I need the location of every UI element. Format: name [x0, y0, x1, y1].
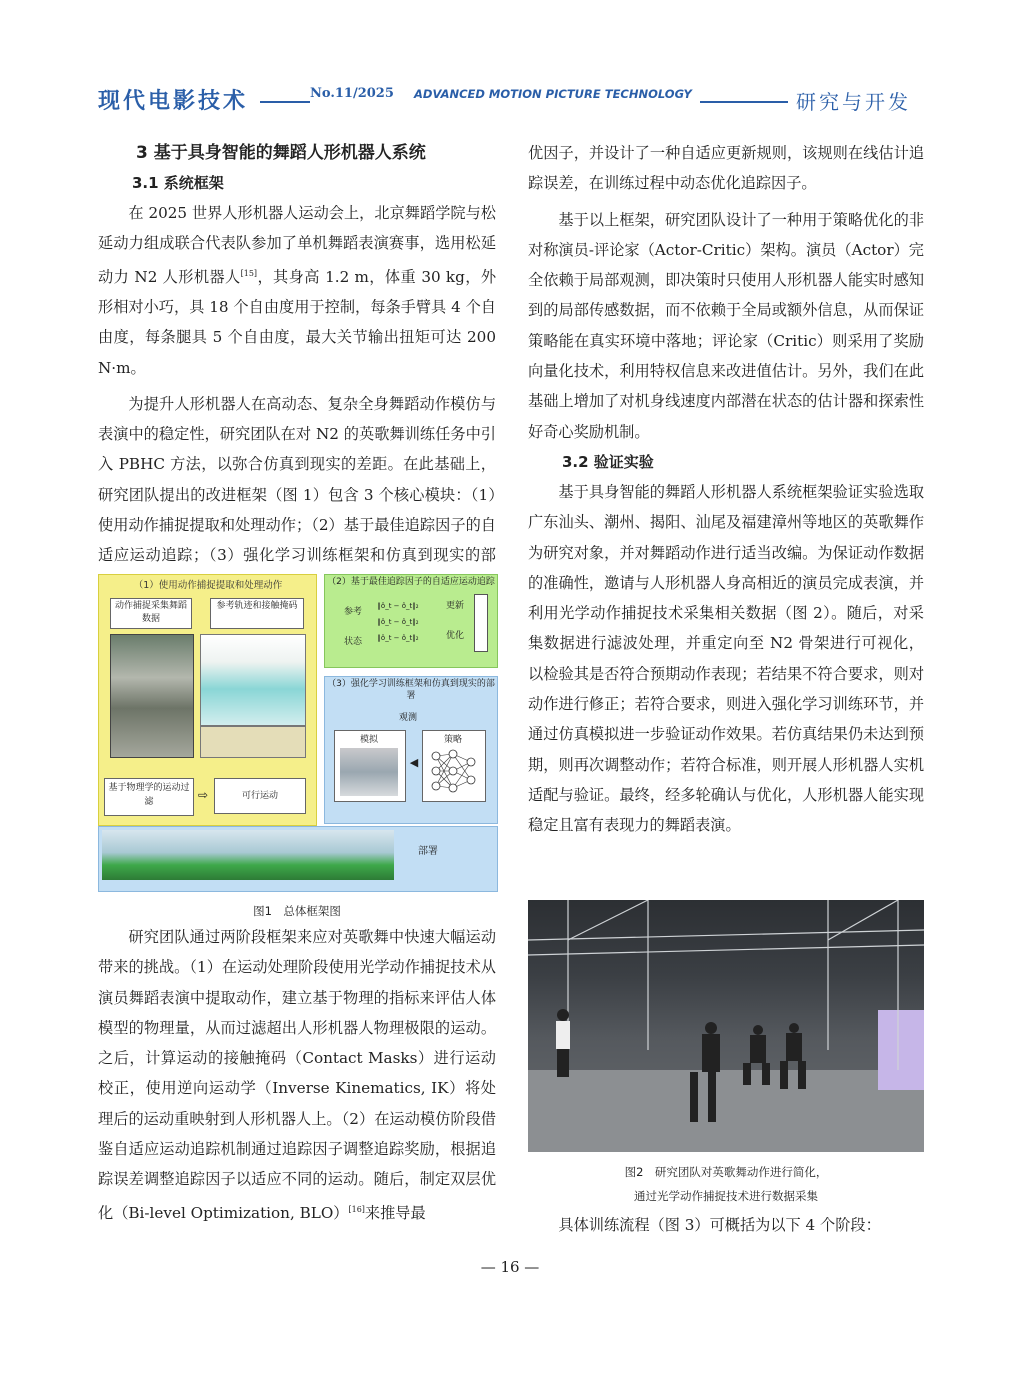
header-rule-left — [260, 101, 310, 103]
section-heading: 3 基于具身智能的舞蹈人形机器人系统 — [136, 143, 426, 163]
physics-filter-box: 基于物理学的运动过滤 — [104, 778, 194, 816]
deploy-label: 部署 — [418, 846, 438, 857]
formula-3: ‖ô_t − ô_t‖₂ — [377, 634, 419, 642]
issue-number: No.11/2025 — [310, 86, 394, 101]
ref-label: 参考 — [343, 607, 362, 617]
figure-2-photo — [528, 900, 924, 1152]
module-1-title: （1）使用动作捕捉提取和处理动作 — [133, 580, 283, 591]
paragraph: 在 2025 世界人形机器人运动会上，北京舞蹈学院与松延动力组成联合代表队参加了单机舞蹈表演赛事，选用松延动力 N2 人形机器人[15]，其身高 1.2 m，体重 30 kg，外形相对小巧，具 18 个自由度用于控制，每条手臂具 4 个自由度，每条腿具 5 个自由度，最大关节输出扭矩可达 200 N·m。 — [98, 204, 497, 377]
arrow-right-icon: ⇨ — [197, 788, 209, 802]
mocap-photo-grid — [110, 634, 194, 758]
right-column — [528, 138, 924, 841]
journal-title-en: ADVANCED MOTION PICTURE TECHNOLOGY — [414, 87, 692, 101]
arrow-left-icon: ◀ — [409, 756, 419, 769]
figure-2-caption-line-2: 通过光学动作捕捉技术进行数据采集 — [634, 1189, 818, 1203]
paragraph: 具体训练流程（图 3）可概括为以下 4 个阶段： — [558, 1216, 881, 1234]
page-number: — 16 — — [480, 1258, 540, 1276]
left-column-bottom — [98, 922, 496, 1228]
formula-2: ‖ô_t − ô_t‖₂ — [377, 618, 419, 626]
subsection-heading-3-2: 3.2 验证实验 — [562, 452, 654, 471]
formula-1: ‖ô_t − ô_t‖₂ — [377, 602, 419, 610]
policy-label: 策略 — [443, 735, 462, 745]
state-label: 状态 — [343, 637, 362, 647]
update-label: 更新 — [445, 601, 464, 611]
reference-box: 参考轨迹和接触掩码 — [210, 598, 304, 629]
module-3-title: （3）强化学习训练框架和仿真到现实的部署 — [327, 679, 495, 701]
deployment-photo — [102, 830, 394, 880]
robot-render-panel — [200, 634, 306, 726]
paragraph: 优因子，并设计了一种自适应更新规则，该规则在线估计追踪误差，在训练过程中动态优化追踪因子。 — [528, 144, 924, 193]
right-column-bottom — [528, 1210, 924, 1240]
simulation-render — [340, 748, 398, 796]
citation: [16] — [348, 1204, 365, 1214]
section-label: 研究与开发 — [796, 90, 911, 114]
paragraph: 基于具身智能的舞蹈人形机器人系统框架验证实验选取广东汕头、潮州、揭阳、汕尾及福建漳州等地区的英歌舞作为研究对象，并对舞蹈动作进行适当改编。为保证动作数据的准确性，邀请与人形机器人身高相近的演员完成表演，并利用光学动作捕捉技术采集相关数据（图 2）。随后，对采集数据进行滤波处理，并重定向至 N2 骨架进行可视化，以检验其是否符合预期动作表现；若结果不符合要求，则对动作进行修正；若符合要求，则进入强化学习训练环节，并通过仿真模拟进一步验证动作效果。若仿真结果仍未达到预期，则再次调整动作；若符合标准，则开展人形机器人实机适配与验证。最终，经多轮确认与优化，人形机器人能实现稳定且富有表现力的舞蹈表演。 — [528, 482, 924, 835]
optimizer-box — [474, 594, 488, 652]
figure-1-framework — [98, 574, 496, 890]
citation: [15] — [240, 268, 258, 278]
paragraph: 基于以上框架，研究团队设计了一种用于策略优化的非对称演员-评论家（Actor-Critic）架构。演员（Actor）完全依赖于局部观测，即决策时只使用人形机器人能实时感知到的局部传感数据，而不依赖于全局或额外信息，从而保证策略能在真实环境中落地；评论家（Critic）则采用了奖励向量化技术，利用特权信息来改进值估计。另外，我们在此基础上增加了对机身线速度内部潜在状态的估计器和探索性好奇心奖励机制。 — [528, 210, 924, 441]
subsection-heading-3-1: 3.1 系统框架 — [132, 174, 224, 192]
contact-mask-panel — [200, 726, 306, 758]
optimize-label: 优化 — [445, 631, 464, 641]
left-column-top — [98, 138, 496, 601]
mocap-studio-illustration — [528, 900, 924, 1152]
paragraph: 为提升人形机器人在高动态、复杂全身舞蹈动作模仿与表演中的稳定性，研究团队在对 N2 的英歌舞训练任务中引入 PBHC 方法，以弥合仿真到现实的差距。在此基础上，研究团队提出的改进框架（图 1）包含 3 个核心模块：（1）使用动作捕捉提取和处理动作；（2）基于最佳追踪因子的自适应运动追踪；（3）强化学习训练框架和仿真到现实的部 — [98, 394, 496, 565]
feasible-motion-box: 可行运动 — [214, 778, 306, 814]
header-rule-right — [700, 101, 788, 103]
neural-network-icon — [426, 744, 480, 798]
module-2-title: （2）基于最佳追踪因子的自适应运动追踪 — [327, 577, 495, 587]
figure-2-caption-line-1: 图2 研究团队对英歌舞动作进行简化， — [624, 1165, 828, 1179]
observation-label: 观测 — [398, 713, 417, 723]
paragraph: 研究团队通过两阶段框架来应对英歌舞中快速大幅运动带来的挑战。（1）在运动处理阶段使用光学动作捕捉技术从演员舞蹈表演中提取动作，建立基于物理的指标来评估人体模型的物理量，从而过滤超出人形机器人物理极限的运动。之后，计算运动的接触掩码（Contact Masks）进行运动校正，使用逆向运动学（Inverse Kinematics, IK）将处理后的运动重映射到人形机器人上。（2）在运动模仿阶段借鉴自适应运动追踪机制通过追踪因子调整追踪奖励，根据追踪误差调整追踪因子以适应不同的运动。随后，制定双层优化（Bi-level Optimization, BLO）[16]来推导最 — [98, 928, 496, 1222]
journal-title: 现代电影技术 — [98, 89, 249, 114]
mocap-box: 动作捕捉采集舞蹈数据 — [110, 598, 192, 629]
figure-1-caption: 图1 总体框架图 — [253, 904, 341, 918]
simulation-label: 模拟 — [359, 735, 378, 745]
